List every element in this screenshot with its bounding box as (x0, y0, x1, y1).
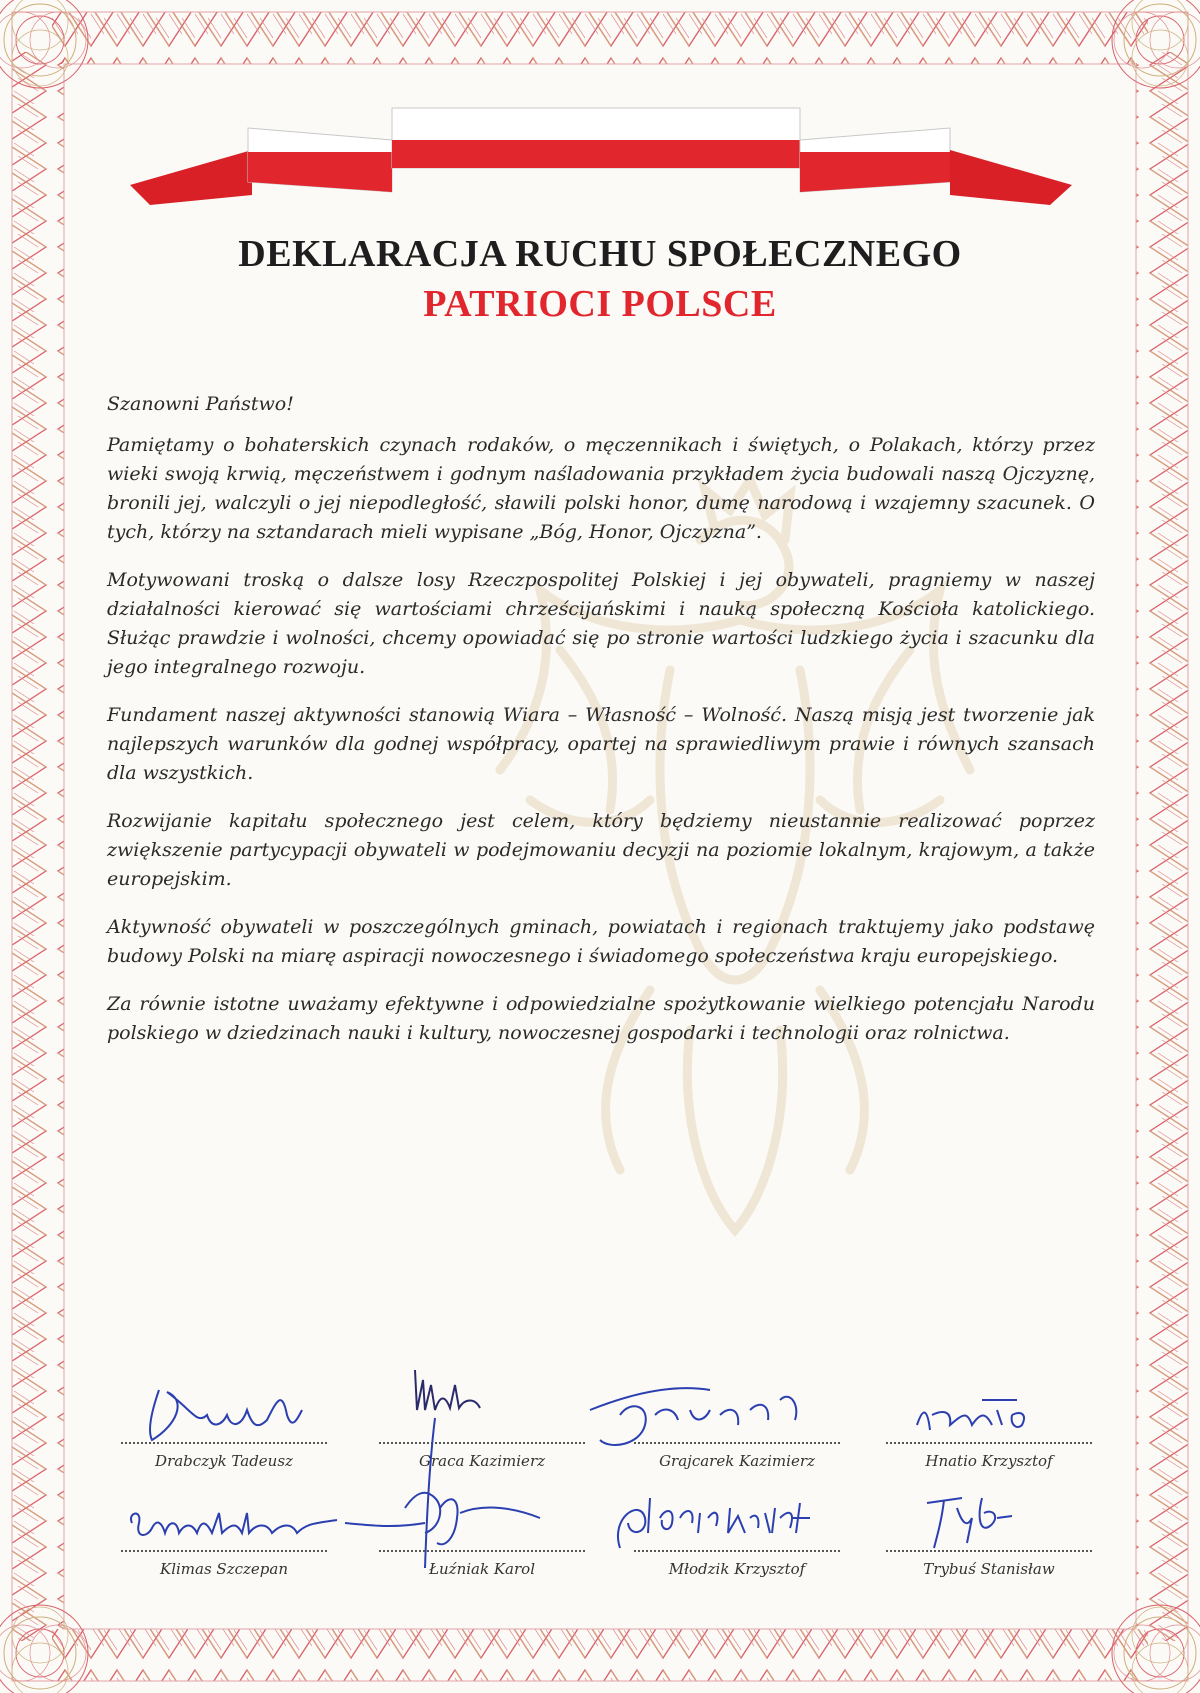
signature-block (107, 1370, 327, 1490)
paragraph: Motywowani troską o dalsze losy Rzeczpospolitej Polskiej i jej obywateli, pragniemy w naszej działalności kierować się wartościami chrześcijańskimi i nauką społeczną Kościoła katolickiego. Służąc prawdzie i wolności, chcemy opowiadać się po stronie wartości ludzkiego życia i szacunku dla jego integralnego rozwoju. (107, 569, 1095, 678)
signature-block (107, 1478, 327, 1598)
paragraph: Za równie istotne uważamy efektywne i odpowiedzialne spożytkowanie wielkiego potencjału Narodu polskiego w dziedzinach nauki i kultury, nowoczesnej gospodarki i technologii oraz rolnictwa. (107, 993, 1095, 1044)
signature-block (620, 1370, 840, 1490)
signatory-name: Graca Kazimierz (418, 1452, 546, 1470)
signatory-name: Łuźniak Karol (428, 1560, 535, 1578)
movement-name: PATRIOCI POLSCE (423, 283, 777, 325)
declaration-body (107, 390, 1095, 1067)
signature-line (121, 1442, 327, 1444)
signature-line (379, 1550, 585, 1552)
signature-line (634, 1442, 840, 1444)
signatory-name: Młodzik Krzysztof (668, 1560, 806, 1578)
signatory-name: Trybuś Stanisław (923, 1560, 1055, 1578)
document-title: DEKLARACJA RUCHU SPOŁECZNEGO (238, 233, 962, 275)
signature-block (872, 1478, 1092, 1598)
flag-ribbon (130, 108, 1072, 205)
signatory-name: Grajcarek Kazimierz (659, 1452, 815, 1470)
paragraph: Fundament naszej aktywności stanowią Wiara – Własność – Wolność. Naszą misją jest tworzenie jak najlepszych warunków dla godnej współpracy, opartej na sprawiedliwym prawie i równych szansach dla wszystkich. (107, 704, 1095, 784)
paragraph: Rozwijanie kapitału społecznego jest celem, który będziemy nieustannie realizować poprzez zwiększenie partycypacji obywateli w podejmowaniu decyzji na poziomie lokalnym, krajowym, a także europejskim. (107, 810, 1095, 890)
signature-line (379, 1442, 585, 1444)
signature-line (634, 1550, 840, 1552)
signature-block (620, 1478, 840, 1598)
signatory-name: Drabczyk Tadeusz (155, 1452, 293, 1470)
paragraph: Pamiętamy o bohaterskich czynach rodaków, o męczennikach i świętych, o Polakach, którzy przez wieki swoją krwią, męczeństwem i godnym naśladowania przykładem życia budowali naszą Ojczyznę, bronili jej, walczyli o jej niepodległość, sławili polski honor, dumę narodową i wzajemny szacunek. O tych, którzy na sztandarach mieli wypisane „Bóg, Honor, Ojczyzna”. (107, 434, 1095, 543)
signatory-name: Hnatio Krzysztof (925, 1452, 1053, 1470)
signature-block (872, 1370, 1092, 1490)
salutation: Szanowni Państwo! (107, 393, 294, 415)
signature-line (886, 1550, 1092, 1552)
signatory-name: Klimas Szczepan (160, 1560, 288, 1578)
signature-line (886, 1442, 1092, 1444)
signature-line (121, 1550, 327, 1552)
paragraph: Aktywność obywateli w poszczególnych gminach, powiatach i regionach traktujemy jako podstawę budowy Polski na miarę aspiracji nowoczesnego i świadomego społeczeństwa kraju europejskiego. (107, 916, 1095, 967)
signature-block (365, 1478, 585, 1598)
signature-block (365, 1370, 585, 1490)
